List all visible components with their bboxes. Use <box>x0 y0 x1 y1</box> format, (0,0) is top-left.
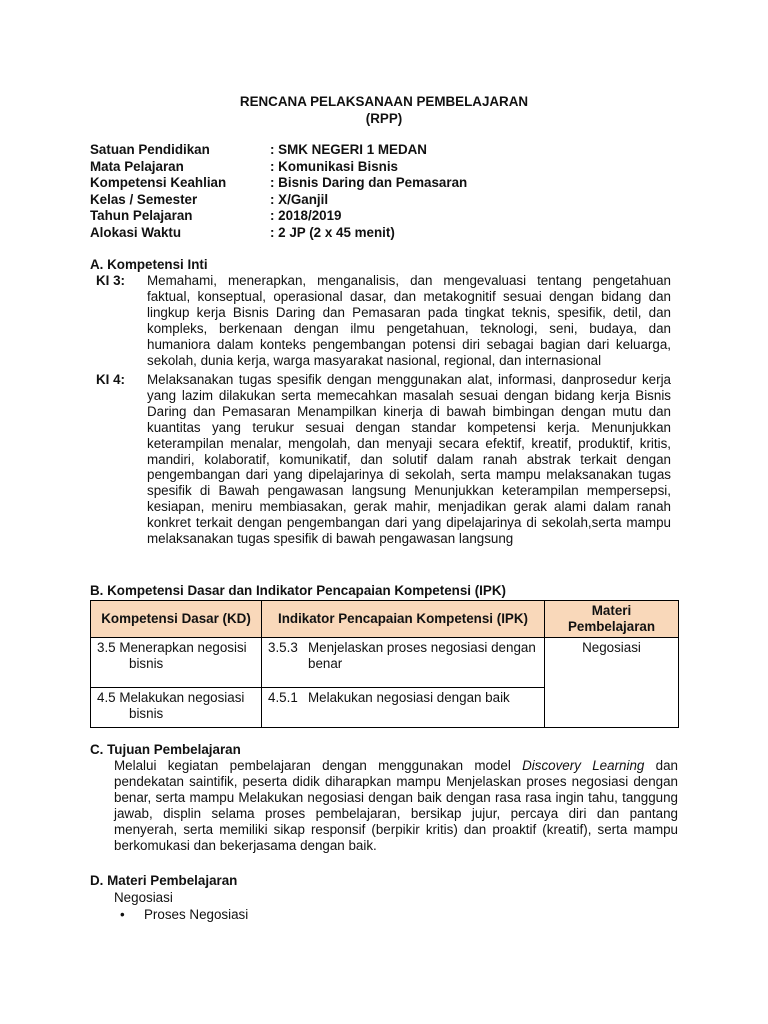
identity-value: : Bisnis Daring dan Pemasaran <box>270 175 468 191</box>
identity-row <box>90 159 467 176</box>
identity-label: Mata Pelajaran <box>90 158 184 174</box>
identity-label: Alokasi Waktu <box>90 224 182 240</box>
section-d-heading: D. Materi Pembelajaran <box>90 873 238 888</box>
identity-label: Kelas / Semester <box>90 191 198 207</box>
ipk-cell <box>262 638 545 688</box>
identity-row <box>90 175 467 192</box>
identity-label: Satuan Pendidikan <box>90 142 210 157</box>
section-c-heading: C. Tujuan Pembelajaran <box>90 742 241 757</box>
tujuan-text-end: dan pendekatan saintifik, peserta didik diharapkan mampu Menjelaskan proses negosiasi dengan benar, serta mampu Melakukan negosiasi dengan baik dengan rasa rasa ingin tahu, tanggung jawab, displin selama proses pembelajaran, bersikap jujur, percaya diri dan pantang menyerah, serta memiliki sikap responsif (berpikir kritis) dan proaktif (kreatif), serta mampu berkomukasi dan bekerjasama dengan baik. <box>114 758 679 853</box>
ki4-label: KI 4: <box>96 372 126 387</box>
ipk-text: Melakukan negosiasi dengan baik <box>308 690 510 705</box>
identity-value: : 2 JP (2 x 45 menit) <box>270 224 395 240</box>
identity-value: : 2018/2019 <box>270 208 342 224</box>
bullet-icon: • <box>120 907 125 922</box>
identity-label: Kompetensi Keahlian <box>90 175 227 191</box>
ipk-cell <box>262 688 545 728</box>
ki3-text: Memahami, menerapkan, menganalisis, dan mengevaluasi tentang pengetahuan faktual, konseptual, operasional dasar, dan metakognitif sesuai dengan bidang dan lingkup kerja Bisnis Daring dan Pemasaran pada tingkat teknis, spesifik, detil, dan kompleks, berkenaan dengan ilmu pengetahuan, teknologi, seni, budaya, dan humaniora dalam konteks pengembangan potensi diri sebagai bagian dari keluarga, sekolah, dunia kerja, warga masyarakat nasional, regional, dan internasional <box>147 273 671 368</box>
col-materi-header: Materi Pembelajaran <box>545 601 679 638</box>
materi-cell: Negosiasi <box>545 638 679 728</box>
document-title: RENCANA PELAKSANAAN PEMBELAJARAN <box>239 94 529 109</box>
list-item <box>120 907 248 923</box>
col-kd-header: Kompetensi Dasar (KD) <box>91 601 262 638</box>
kd-table-header <box>91 601 679 638</box>
tujuan-text-start: Melalui kegiatan pembelajaran dengan menggunakan model <box>114 758 523 773</box>
list-item-text: Proses Negosiasi <box>144 907 249 922</box>
ipk-number: 3.5.3 <box>268 640 298 655</box>
section-a-heading: A. Kompetensi Inti <box>90 257 208 272</box>
identity-row <box>90 192 467 209</box>
ipk-number: 4.5.1 <box>268 690 298 705</box>
identity-table <box>90 142 467 242</box>
document-subtitle: (RPP) <box>365 111 403 126</box>
tujuan-paragraph <box>114 758 678 853</box>
col-ipk-header: Indikator Pencapaian Kompetensi (IPK) <box>262 601 545 638</box>
kd-table <box>90 600 679 728</box>
identity-row <box>90 142 467 159</box>
identity-label: Tahun Pelajaran <box>90 208 193 224</box>
table-row <box>91 638 679 688</box>
kd-text: 4.5 Melakukan negosiasi bisnis <box>97 690 245 721</box>
ki4-text: Melaksanakan tugas spesifik dengan menggunakan alat, informasi, danprosedur kerja yang lazim dilakukan serta memecahkan masalah sesuai dengan bidang kerja Bisnis Daring dan Pemasaran Menampilkan kinerja di bawah bimbingan dengan mutu dan kuantitas yang terukur sesuai dengan standar kompetensi kerja. Menunjukkan keterampilan menalar, mengolah, dan menyaji secara efektif, kreatif, produktif, kritis, mandiri, kolaboratif, komunikatif, dan solutif dalam ranah abstrak terkait dengan pengembangan dari yang dipelajarinya di sekolah, serta mampu melaksanakan tugas spesifik di Bawah pengawasan langsung Menunjukkan keterampilan mempersepsi, kesiapan, meniru membiasakan, gerak mahir, menjadikan gerak alami dalam ranah konkret terkait dengan pengembangan dari yang dipelajarinya di sekolah,serta mampu melaksanakan tugas spesifik di bawah pengawasan langsung <box>147 372 671 547</box>
ipk-text: Menjelaskan proses negosiasi dengan benar <box>308 640 536 671</box>
ki3-label: KI 3: <box>96 273 126 288</box>
kd-text: 3.5 Menerapkan negosisi bisnis <box>97 640 247 671</box>
model-name: Discovery Learning <box>522 758 645 773</box>
kd-cell <box>91 638 262 688</box>
identity-value: : X/Ganjil <box>270 191 329 207</box>
section-b-heading: B. Kompetensi Dasar dan Indikator Pencapaian Kompetensi (IPK) <box>90 583 506 598</box>
identity-row <box>90 208 467 225</box>
identity-value: : Komunikasi Bisnis <box>270 158 398 174</box>
kd-cell <box>91 688 262 728</box>
materi-topic: Negosiasi <box>114 890 173 905</box>
identity-value: : SMK NEGERI 1 MEDAN <box>270 142 427 157</box>
identity-row <box>90 225 467 242</box>
